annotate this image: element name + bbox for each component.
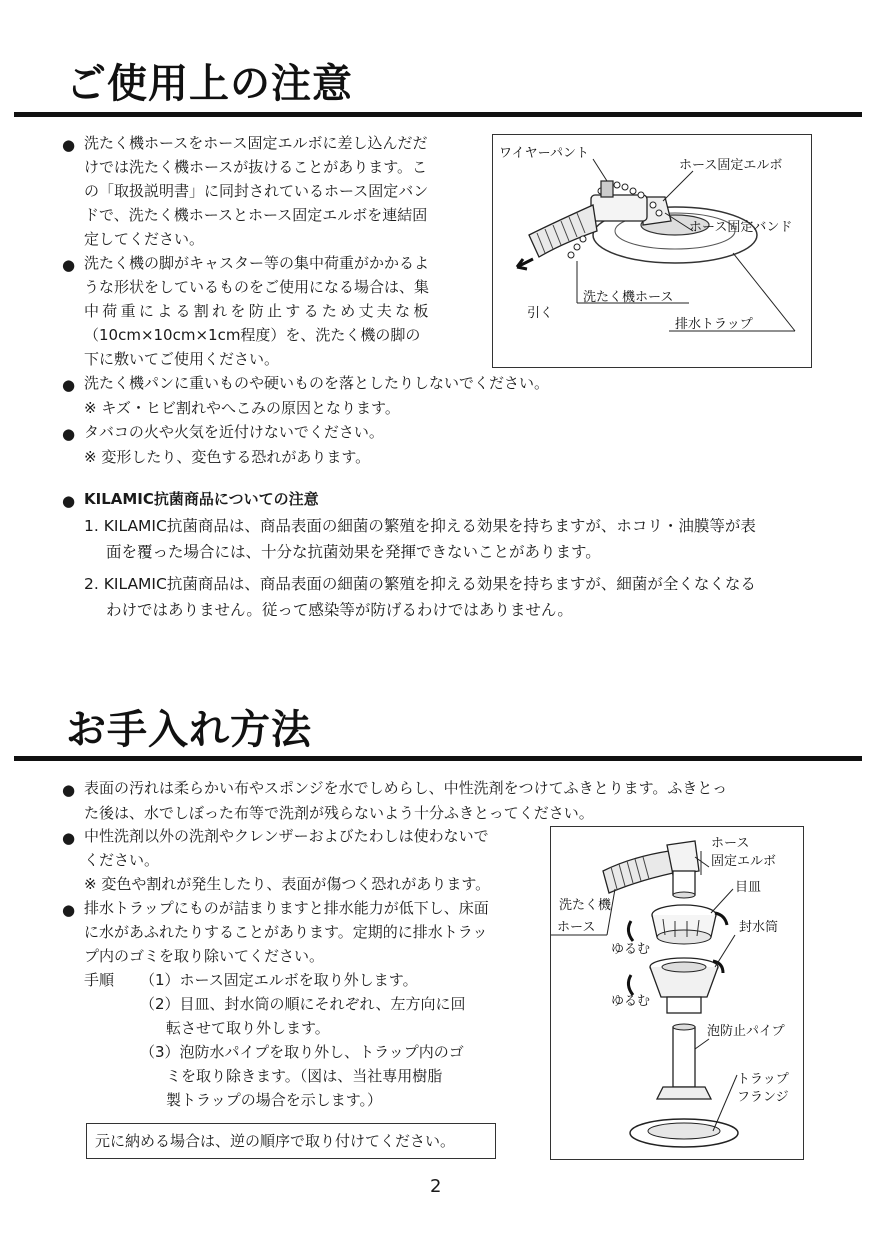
- label-foam-pipe: 泡防止パイプ: [707, 1024, 785, 1039]
- trap-diagram: [551, 827, 803, 1159]
- bullet-icon: ●: [62, 136, 76, 154]
- care-bullet-1: 表面の汚れは柔らかい布やスポンジを水でしめらし、中性洗剤をつけてふきとります。ふきとっ た後は、水でしぼった布等で洗剤が残らないよう十分ふきとってください。: [84, 779, 728, 822]
- bullet-icon: ●: [62, 492, 76, 510]
- care-bullet-2: 中性洗剤以外の洗剤やクレンザーおよびたわしは使わないで ください。 ※ 変色や割れが発生したり、表面が傷つく恐れがあります。: [84, 827, 491, 893]
- section-rule: [14, 756, 862, 761]
- hose-connection-figure: [492, 134, 812, 368]
- procedure-label: 手順: [84, 971, 115, 989]
- kilamic-heading: KILAMIC抗菌商品についての注意: [84, 490, 319, 508]
- label-trap: トラップ: [737, 1072, 789, 1087]
- label-drain-trap: 排水トラップ: [675, 317, 753, 332]
- label-fixed-elbow: 固定エルボ: [711, 854, 777, 869]
- label-loosen-1: ゆるむ: [611, 942, 651, 957]
- trap-disassembly-figure: [550, 826, 804, 1160]
- label-washer: 洗たく機: [559, 898, 612, 913]
- label-hose-elbow: ホース固定エルボ: [679, 158, 783, 173]
- label-washer-hose: 洗たく機ホース: [583, 290, 674, 305]
- caution-bullet-2: 洗たく機の脚がキャスター等の集中荷重がかかるよ うな形状をしているものをご使用になる場合は、集 中荷重による割れを防止するため丈夫な板 （10cm×10cm×1cm程度）を、洗たく機の脚の 下に敷いてご使用ください。: [84, 254, 432, 368]
- caution-note-3: ※ キズ・ヒビ割れやへこみの原因となります。: [84, 399, 400, 417]
- caution-bullet-3: 洗たく機パンに重いものや硬いものを落としたりしないでください。: [84, 374, 550, 392]
- kilamic-item-1: 1. KILAMIC抗菌商品は、商品表面の細菌の繁殖を抑える効果を持ちますが、ホコリ・油膜等が表 面を覆った場合には、十分な抗菌効果を発揮できないことがあります。: [84, 517, 756, 561]
- care-bullet-3: 排水トラップにものが詰まりますと排水能力が低下し、床面 に水があふれたりすることがあります。定期的に排水トラッ プ内のゴミを取り除いてください。: [84, 899, 489, 965]
- label-seal-cylinder: 封水筒: [739, 920, 779, 935]
- bullet-icon: ●: [62, 256, 76, 274]
- bullet-icon: ●: [62, 829, 76, 847]
- section-rule: [14, 112, 862, 117]
- label-loosen-2: ゆるむ: [611, 994, 651, 1009]
- bullet-icon: ●: [62, 901, 76, 919]
- reassembly-note-box: [86, 1123, 496, 1159]
- bullet-icon: ●: [62, 781, 76, 799]
- caution-bullet-1: 洗たく機ホースをホース固定エルボに差し込んだだ けでは洗たく機ホースが抜けることがあります。こ の「取扱説明書」に同封されているホース固定バン ドで、洗たく機ホースとホース固定エルボを連結固 定してください。: [84, 134, 429, 248]
- label-washer-hose: ホース: [557, 920, 596, 935]
- procedure-steps: （1）ホース固定エルボを取り外します。 （2）目皿、封水筒の順にそれぞれ、左方向に回 転させて取り外します。 （3）泡防水パイプを取り外し、トラップ内のゴ ミを取り除きます。（図は、当社専用樹脂 製トラップの場合を示します。）: [140, 971, 466, 1109]
- bullet-icon: ●: [62, 376, 76, 394]
- caution-bullet-4: タバコの火や火気を近付けないでください。: [84, 423, 384, 441]
- reassembly-note: 元に納める場合は、逆の順序で取り付けてください。: [95, 1132, 456, 1150]
- kilamic-item-2: 2. KILAMIC抗菌商品は、商品表面の細菌の繁殖を抑える効果を持ちますが、細菌が全くなくなる わけではありません。従って感染等が防げるわけではありません。: [84, 575, 756, 619]
- label-hose-band: ホース固定バンド: [689, 220, 793, 235]
- bullet-icon: ●: [62, 425, 76, 443]
- label-flange: フランジ: [737, 1090, 789, 1105]
- section-title-care: お手入れ方法: [66, 707, 312, 753]
- section-title-caution: ご使用上の注意: [66, 61, 353, 107]
- label-pull: 引く: [527, 306, 554, 321]
- label-hose: ホース: [711, 836, 750, 851]
- label-dish: 目皿: [735, 880, 762, 895]
- label-wire-pant: ワイヤーパント: [499, 146, 589, 161]
- hose-diagram: [493, 135, 811, 367]
- caution-note-4: ※ 変形したり、変色する恐れがあります。: [84, 448, 371, 466]
- page-number: 2: [430, 1176, 442, 1197]
